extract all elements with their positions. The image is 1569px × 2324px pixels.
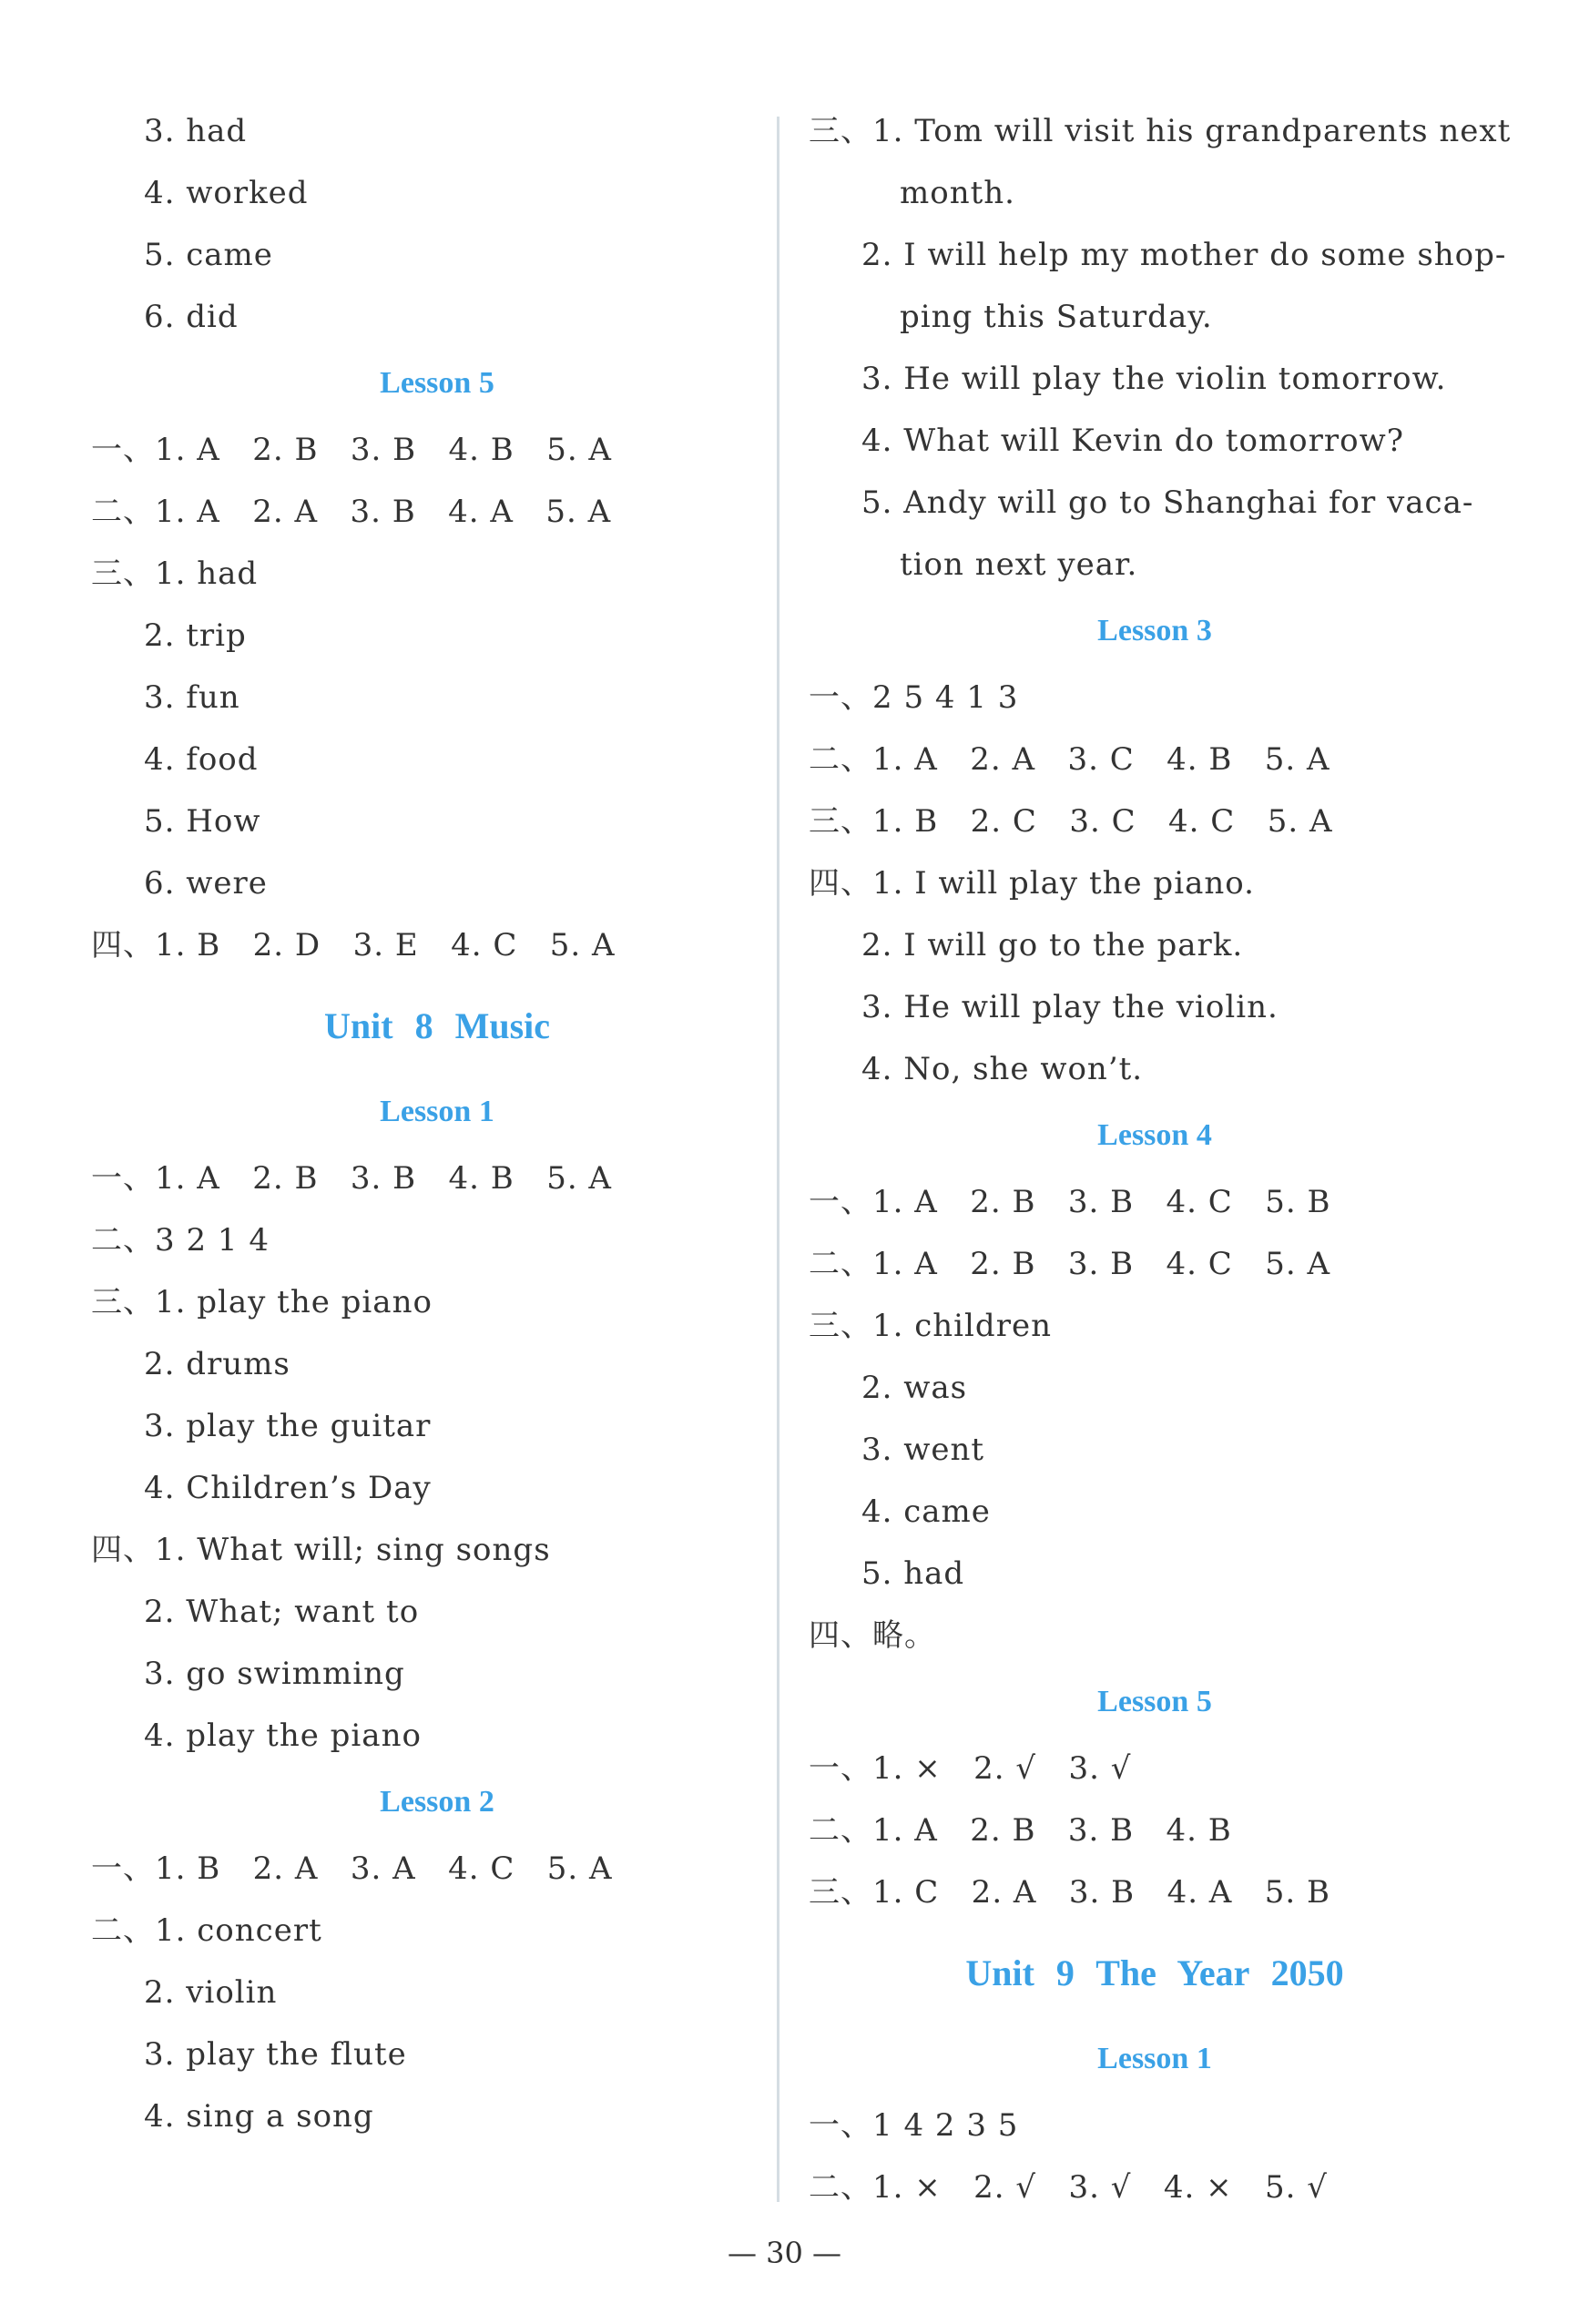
lesson-heading: Lesson 3: [1097, 614, 1212, 647]
answer-line: 3. had: [144, 113, 248, 149]
answer-line: 3. play the flute: [144, 2036, 407, 2073]
lesson-heading: Lesson 4: [1097, 1118, 1212, 1152]
column-divider: [777, 117, 779, 2202]
answer-line: 四、1. What will; sing songs: [91, 1532, 551, 1568]
answer-line: 一、2 5 4 1 3: [809, 679, 1019, 716]
answer-line: 2. I will go to the park.: [861, 927, 1244, 963]
answer-line: 4. No, she won’t.: [861, 1051, 1144, 1087]
answer-line: 一、1. A 2. B 3. B 4. B 5. A: [91, 432, 612, 468]
answer-line: 4. worked: [144, 175, 309, 211]
answer-line: 二、1. A 2. B 3. B 4. B: [809, 1812, 1232, 1849]
answer-line: 三、1. Tom will visit his grandparents next: [809, 113, 1512, 149]
answer-line: 4. What will Kevin do tomorrow?: [861, 423, 1404, 459]
answer-line: 5. How: [144, 803, 261, 840]
answer-line: 一、1. A 2. B 3. B 4. B 5. A: [91, 1160, 612, 1197]
left-column: [91, 100, 783, 2147]
answer-line: 4. sing a song: [144, 2098, 374, 2135]
answer-line: 一、1. B 2. A 3. A 4. C 5. A: [91, 1850, 613, 1887]
answer-line: 一、1. A 2. B 3. B 4. C 5. B: [809, 1184, 1331, 1220]
answer-line: 三、1. play the piano: [91, 1284, 433, 1320]
right-column: [809, 100, 1512, 2218]
answer-line: 二、1. A 2. A 3. B 4. A 5. A: [91, 494, 612, 530]
answer-line: 3. play the guitar: [144, 1408, 432, 1444]
answer-line: 二、1. A 2. B 3. B 4. C 5. A: [809, 1246, 1331, 1282]
answer-line: 4. play the piano: [144, 1718, 422, 1754]
answer-line: 一、1. × 2. √ 3. √: [809, 1750, 1132, 1787]
answer-line: 2. was: [861, 1370, 968, 1406]
unit-heading: Unit 8 Music: [324, 1005, 550, 1046]
answer-line: month.: [900, 175, 1015, 211]
answer-line: 2. drums: [144, 1346, 290, 1382]
answer-line: 一、1 4 2 3 5: [809, 2107, 1019, 2144]
answer-line: 二、3 2 1 4: [91, 1222, 270, 1259]
answer-line: 四、1. B 2. D 3. E 4. C 5. A: [91, 927, 616, 963]
unit-heading: Unit 9 The Year 2050: [965, 1952, 1344, 1993]
answer-line: 3. go swimming: [144, 1656, 405, 1692]
answer-line: ping this Saturday.: [900, 299, 1213, 335]
page-number: — 30 —: [727, 2236, 842, 2270]
answer-line: 三、1. had: [91, 556, 259, 592]
lesson-heading: Lesson 1: [1097, 2042, 1212, 2075]
answer-line: 三、1. C 2. A 3. B 4. A 5. B: [809, 1874, 1331, 1911]
answer-line: 二、1. A 2. A 3. C 4. B 5. A: [809, 741, 1330, 778]
answer-line: 2. violin: [144, 1974, 278, 2011]
answer-line: tion next year.: [900, 546, 1138, 583]
answer-line: 3. He will play the violin.: [861, 989, 1279, 1025]
answer-line: 5. came: [144, 237, 273, 273]
answer-line: 4. Children’s Day: [144, 1470, 432, 1506]
answer-line: 3. fun: [144, 679, 240, 716]
answer-line: 6. did: [144, 299, 239, 335]
answer-line: 6. were: [144, 865, 268, 902]
answer-line: 3. He will play the violin tomorrow.: [861, 361, 1447, 397]
answer-line: 四、略。: [809, 1617, 936, 1654]
answer-line: 2. trip: [144, 617, 247, 654]
lesson-heading: Lesson 5: [380, 366, 494, 400]
answer-line: 4. came: [861, 1493, 991, 1530]
answer-line: 3. went: [861, 1432, 985, 1468]
lesson-heading: Lesson 5: [1097, 1685, 1212, 1718]
answer-line: 2. I will help my mother do some shop-: [861, 237, 1507, 273]
lesson-heading: Lesson 2: [380, 1785, 494, 1819]
answer-line: 二、1. × 2. √ 3. √ 4. × 5. √: [809, 2169, 1328, 2206]
answer-line: 2. What; want to: [144, 1594, 420, 1630]
answer-line: 三、1. B 2. C 3. C 4. C 5. A: [809, 803, 1333, 840]
answer-line: 4. food: [144, 741, 259, 778]
answer-line: 四、1. I will play the piano.: [809, 865, 1255, 902]
answer-line: 二、1. concert: [91, 1912, 322, 1949]
answer-line: 5. had: [861, 1555, 965, 1592]
answer-line: 三、1. children: [809, 1308, 1052, 1344]
lesson-heading: Lesson 1: [380, 1095, 494, 1128]
answer-line: 5. Andy will go to Shanghai for vaca-: [861, 484, 1474, 521]
